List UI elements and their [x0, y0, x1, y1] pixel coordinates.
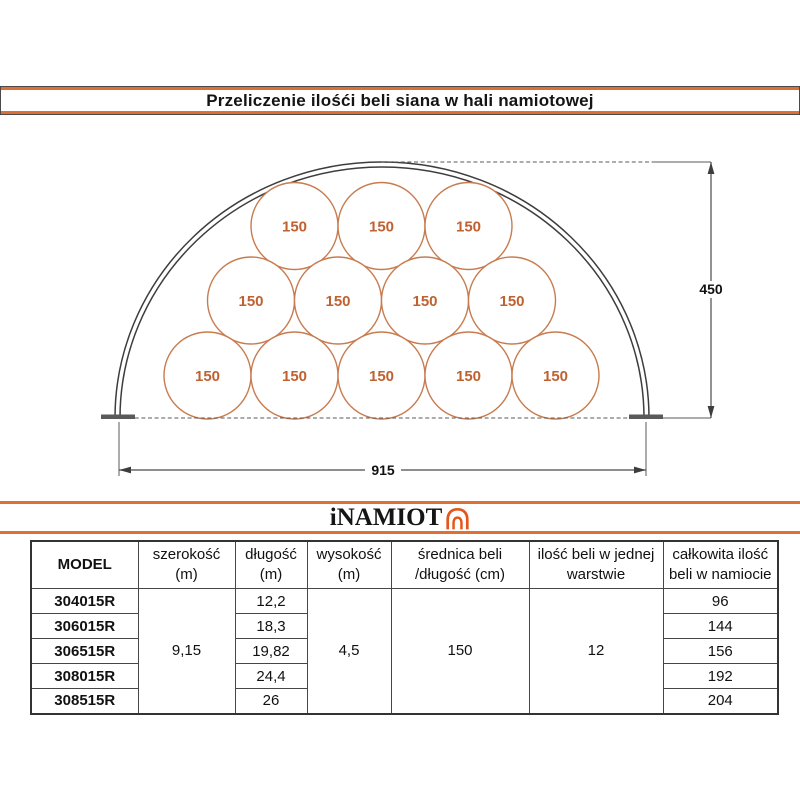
bale-diameter-label: 150 — [281, 368, 308, 385]
header-calkowita: całkowita ilość beli w namiocie — [663, 541, 778, 589]
cell-model: 308515R — [31, 689, 138, 714]
bale-diameter-label: 150 — [455, 368, 482, 385]
header-srednica: średnica beli /długość (cm) — [391, 541, 529, 589]
cell-model: 304015R — [31, 589, 138, 614]
cell-model: 306015R — [31, 614, 138, 639]
cell-dlugosc: 12,2 — [235, 589, 307, 614]
bale-group — [164, 183, 599, 420]
bale-diameter-label: 150 — [412, 293, 438, 310]
cell-model: 306515R — [31, 639, 138, 664]
bale-diameter-label: 150 — [499, 293, 525, 310]
bale-diameter-label: 150 — [368, 218, 395, 236]
cell-dlugosc: 19,82 — [235, 639, 307, 664]
title-band-inner — [1, 87, 799, 114]
bale-diameter-label: 150 — [455, 218, 482, 236]
height-arrow-bottom — [708, 406, 715, 418]
header-szerokosc: szerokość (m) — [138, 541, 235, 589]
width-arrow-left — [119, 467, 131, 474]
cell-wysokosc-shared: 4,5 — [307, 589, 391, 714]
header-ilosc-warstwa: ilość beli w jednej warstwie — [529, 541, 663, 589]
bale-diameter-label: 150 — [325, 293, 351, 310]
cell-calkowita: 96 — [663, 589, 778, 614]
header-model: MODEL — [31, 541, 138, 589]
tent-cross-section-diagram — [0, 115, 800, 500]
bale-diameter-label: 150 — [281, 218, 308, 236]
width-arrow-right — [634, 467, 646, 474]
tent-arch-icon — [445, 507, 470, 531]
table-header-row — [31, 541, 778, 589]
bale-diameter-label: 150 — [194, 368, 221, 385]
table-row — [31, 589, 778, 614]
page-title: Przeliczenie ilośći beli siana w hali namiotowej — [206, 90, 594, 110]
header-dlugosc: długość (m) — [235, 541, 307, 589]
cell-dlugosc: 18,3 — [235, 614, 307, 639]
spec-table — [30, 540, 779, 715]
bale-diameter-label: 150 — [542, 368, 569, 385]
cell-srednica-shared: 150 — [391, 589, 529, 714]
height-arrow-top — [708, 162, 715, 174]
title-band — [0, 86, 800, 115]
cell-ilosc-warstwa-shared: 12 — [529, 589, 663, 714]
cell-dlugosc: 24,4 — [235, 664, 307, 689]
bale-diameter-label: 150 — [368, 368, 395, 385]
cell-dlugosc: 26 — [235, 689, 307, 714]
bale-diameter-label: 150 — [238, 293, 264, 310]
cell-calkowita: 156 — [663, 639, 778, 664]
cell-calkowita: 192 — [663, 664, 778, 689]
cell-model: 308015R — [31, 664, 138, 689]
logo-band — [0, 501, 800, 534]
logo-text: iNAMIOT — [329, 504, 443, 531]
header-wysokosc: wysokość (m) — [307, 541, 391, 589]
cell-szerokosc-shared: 9,15 — [138, 589, 235, 714]
cell-calkowita: 204 — [663, 689, 778, 714]
width-dimension-label: 915 — [371, 462, 395, 478]
height-dimension-label: 450 — [699, 281, 723, 297]
cell-calkowita: 144 — [663, 614, 778, 639]
